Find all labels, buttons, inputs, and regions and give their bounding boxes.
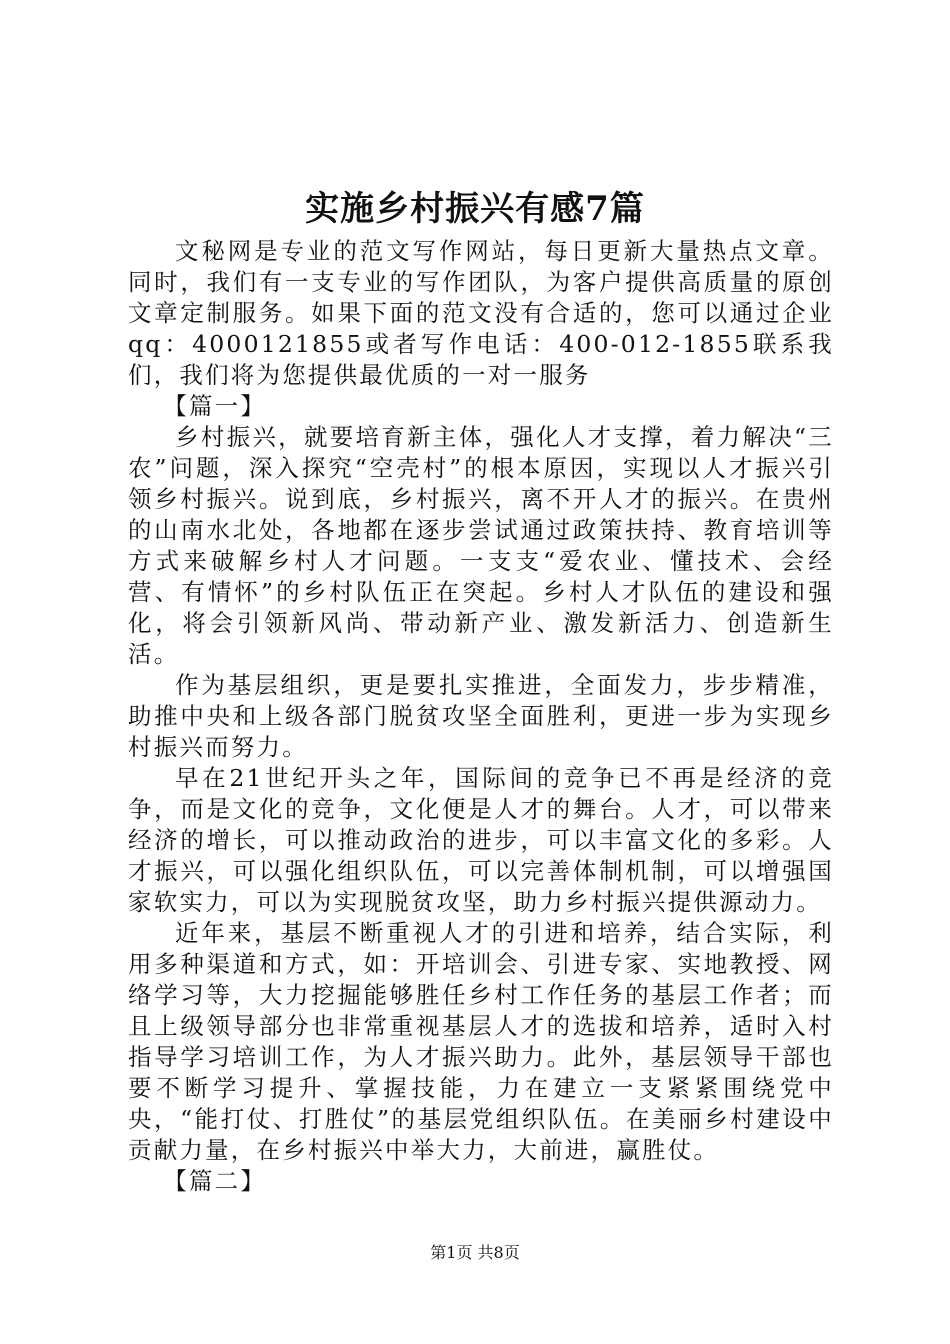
section-heading-1: 【篇一】	[163, 392, 267, 420]
body-paragraph: 作为基层组织，更是要扎实推进，全面发力，步步精准，助推中央和上级各部门脱贫攻坚全面胜利，更进一步为实现乡村振兴而努力。	[128, 671, 834, 761]
document-title: 实施乡村振兴有感7篇	[305, 189, 645, 229]
body-paragraph: 早在21世纪开头之年，国际间的竞争已不再是经济的竞争，而是文化的竞争，文化便是人才的舞台。人才，可以带来经济的增长，可以推动政治的进步，可以丰富文化的多彩。人才振兴，可以强化组织队伍，可以完善体制机制，可以增强国家软实力，可以为实现脱贫攻坚，助力乡村振兴提供源动力。	[128, 764, 834, 916]
document-body	[128, 236, 834, 1197]
body-paragraph: 乡村振兴，就要培育新主体，强化人才支撑，着力解决“三农”问题，深入探究“空壳村”的根本原因，实现以人才振兴引领乡村振兴。说到底，乡村振兴，离不开人才的振兴。在贵州的山南水北处，各地都在逐步尝试通过政策扶持、教育培训等方式来破解乡村人才问题。一支支“爱农业、懂技术、会经营、有情怀”的乡村队伍正在突起。乡村人才队伍的建设和强化，将会引领新风尚、带动新产业、激发新活力、创造新生活。	[128, 423, 834, 668]
body-paragraph: 近年来，基层不断重视人才的引进和培养，结合实际，利用多种渠道和方式，如：开培训会、引进专家、实地教授、网络学习等，大力挖掘能够胜任乡村工作任务的基层工作者；而且上级领导部分也非常重视基层人才的选拔和培养，适时入村指导学习培训工作，为人才振兴助力。此外，基层领导干部也要不断学习提升、掌握技能，力在建立一支紧紧围绕党中央，“能打仗、打胜仗”的基层党组织队伍。在美丽乡村建设中贡献力量，在乡村振兴中举大力，大前进，赢胜仗。	[128, 919, 834, 1164]
section-heading-2: 【篇二】	[163, 1167, 267, 1195]
page-number-footer: 第1页 共8页	[430, 1243, 520, 1262]
intro-paragraph: 文秘网是专业的范文写作网站，每日更新大量热点文章。同时，我们有一支专业的写作团队，为客户提供高质量的原创文章定制服务。如果下面的范文没有合适的，您可以通过企业qq：4000121855或者写作电话：400-012-1855联系我们，我们将为您提供最优质的一对一服务	[128, 237, 834, 389]
